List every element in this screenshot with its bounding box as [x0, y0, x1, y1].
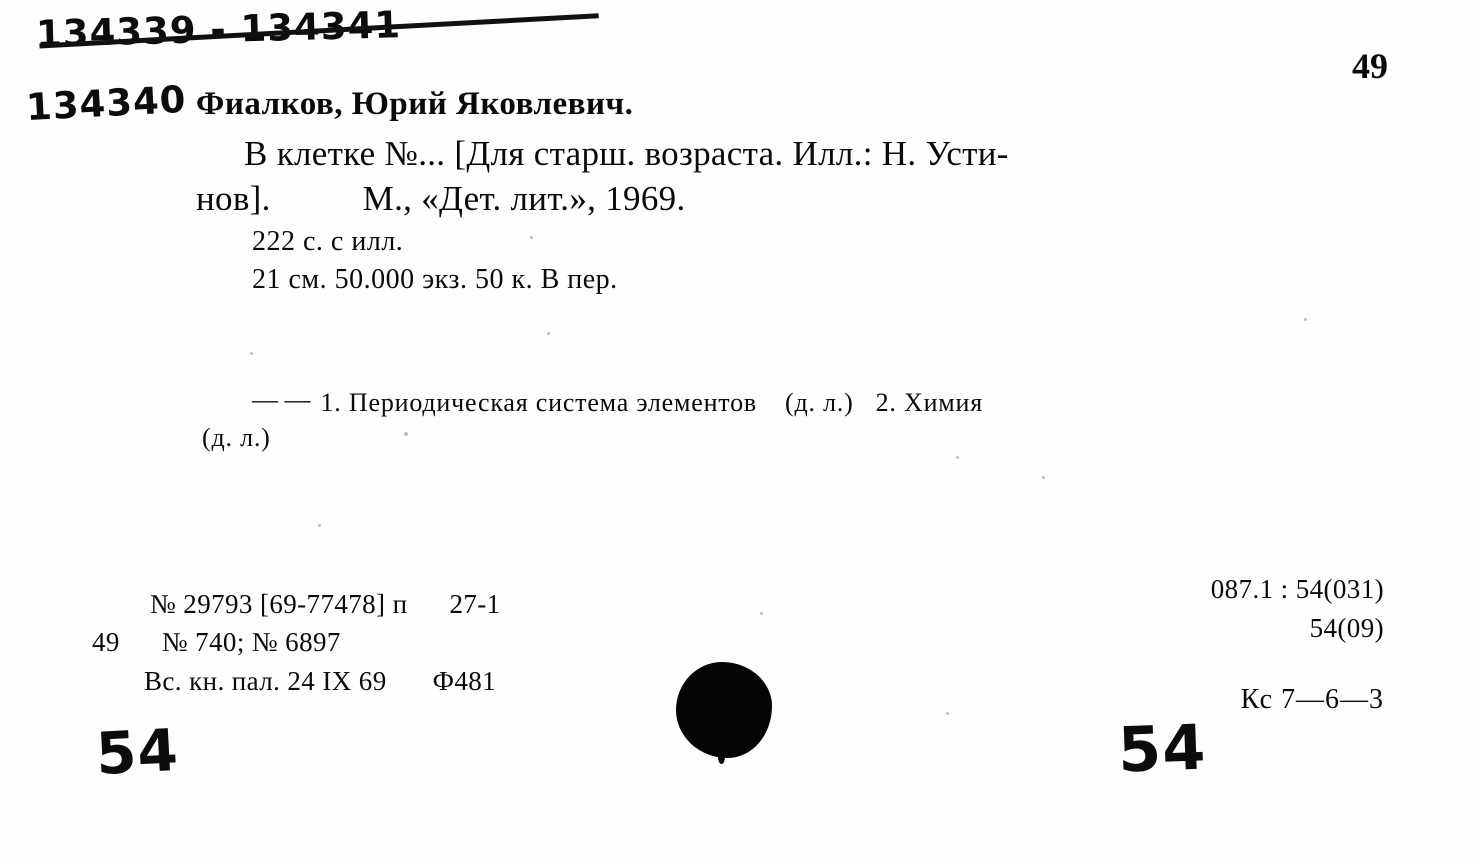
control-code-2: Ф481	[432, 665, 497, 696]
control-code-1: 27-1	[449, 589, 501, 619]
control-number-block	[92, 585, 501, 700]
paper-speck	[547, 332, 550, 335]
handwritten-accession-single: 134340	[24, 77, 188, 130]
classification-line-1: 087.1 : 54(031)	[1210, 574, 1384, 604]
bibliographic-block	[196, 86, 1396, 298]
paper-speck	[1042, 476, 1045, 479]
title-line-2	[196, 177, 1396, 222]
physical-description: 21 см. 50.000 экз. 50 к. В пер.	[252, 263, 618, 295]
title-statement	[196, 132, 1396, 222]
tracing-entry-1: 1. Периодическая система элементов	[320, 388, 757, 417]
control-row-3	[92, 662, 501, 700]
card-number: 49	[1352, 46, 1388, 86]
paper-speck	[1304, 318, 1307, 321]
handwritten-accession-range-text: 134339 - 134341	[35, 3, 402, 56]
tracing-entry-2: 2. Химия	[875, 388, 984, 417]
control-row-2-prefix: 49	[92, 627, 120, 658]
extent-statement: 222 с. с илл.	[252, 225, 404, 257]
classification-line-2: 54(09)	[1309, 613, 1384, 644]
subject-tracings	[200, 385, 1400, 455]
handwritten-shelfmark-left: 54	[94, 715, 181, 789]
tracing-dash-marks: — —	[252, 385, 311, 414]
classification-kc-code: Кс 7—6—3	[1240, 684, 1384, 716]
ink-blot-mark	[676, 662, 772, 758]
control-row-2-number: № 740; № 6897	[161, 627, 341, 658]
tracing-entry-2-qualifier: (д. л.)	[202, 423, 271, 453]
paper-speck	[946, 712, 949, 715]
classification-block	[1211, 570, 1384, 721]
control-record-number: № 29793 [69-77478] п	[150, 589, 408, 619]
imprint-statement: М., «Дет. лит.», 1969.	[362, 178, 686, 218]
control-row-1	[92, 585, 501, 623]
title-line-1: В клетке №... [Для старш. возраста. Илл.: Н. Усти-	[244, 133, 1009, 173]
handwritten-accession-range	[35, 3, 401, 56]
title-line-2-start: нов].	[196, 178, 271, 218]
paper-speck	[250, 352, 253, 355]
paper-speck	[956, 456, 959, 459]
paper-speck	[318, 524, 321, 527]
handwritten-shelfmark-right: 54	[1116, 710, 1208, 787]
control-row-2	[92, 623, 501, 661]
author-heading: Фиалков, Юрий Яковлевич.	[196, 86, 634, 122]
paper-speck	[760, 612, 763, 615]
tracing-line-1	[200, 385, 1400, 420]
control-source-statement: Вс. кн. пал. 24 IX 69	[144, 665, 387, 696]
tracing-entry-1-qualifier: (д. л.)	[784, 388, 854, 417]
